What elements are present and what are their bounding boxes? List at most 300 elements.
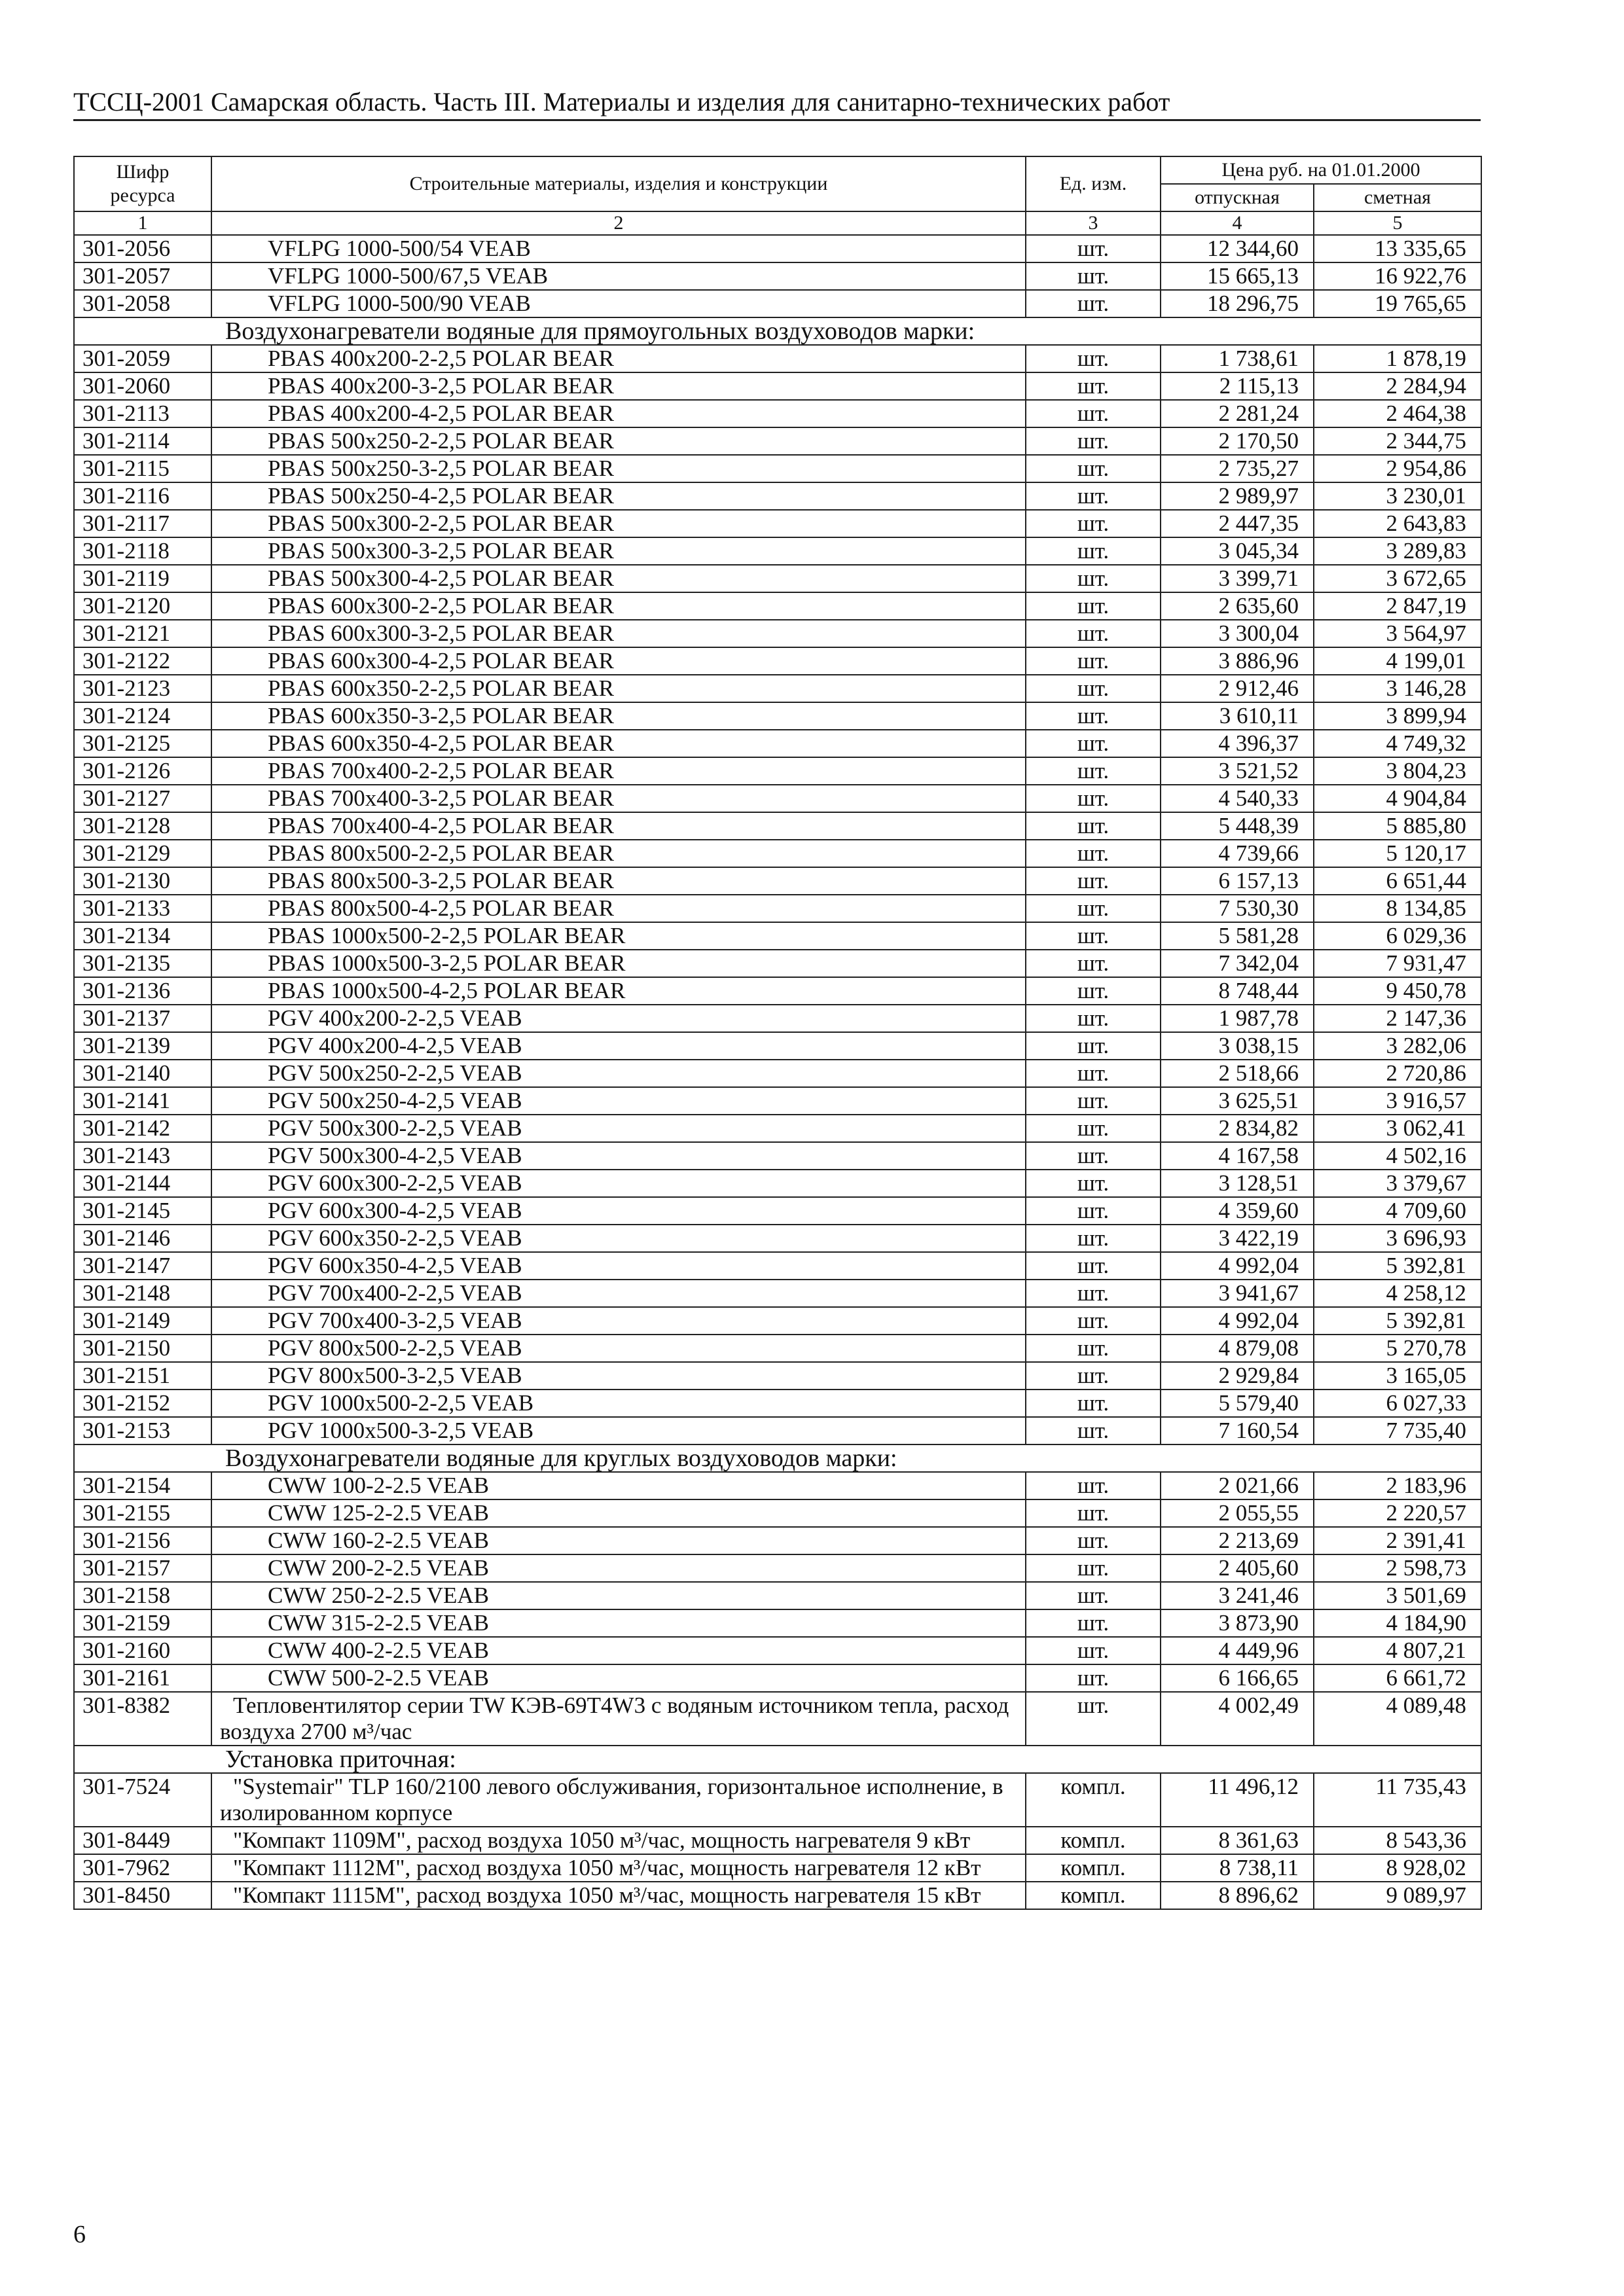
release-price-cell: 4 540,33 (1161, 785, 1314, 812)
resource-code-cell: 301-7962 (74, 1854, 211, 1882)
unit-cell: шт. (1026, 1060, 1161, 1087)
estimate-price-cell: 6 651,44 (1314, 867, 1481, 895)
unit-cell: шт. (1026, 1692, 1161, 1746)
release-price-cell: 6 157,13 (1161, 867, 1314, 895)
resource-code-cell: 301-2147 (74, 1252, 211, 1280)
unit-cell: шт. (1026, 290, 1161, 317)
estimate-price-cell: 2 464,38 (1314, 400, 1481, 427)
column-number: 1 (74, 211, 211, 235)
release-price-cell: 2 518,66 (1161, 1060, 1314, 1087)
unit-cell: компл. (1026, 1773, 1161, 1827)
release-price-cell: 3 625,51 (1161, 1087, 1314, 1115)
release-price-cell: 3 241,46 (1161, 1582, 1314, 1609)
header-estimate: сметная (1314, 184, 1481, 211)
resource-code-cell: 301-2121 (74, 620, 211, 647)
release-price-cell: 5 579,40 (1161, 1390, 1314, 1417)
unit-cell: шт. (1026, 1609, 1161, 1637)
section-heading: Воздухонагреватели водяные для круглых воздуховодов марки: (74, 1444, 1481, 1472)
release-price-cell: 3 941,67 (1161, 1280, 1314, 1307)
resource-code-cell: 301-2140 (74, 1060, 211, 1087)
estimate-price-cell: 6 661,72 (1314, 1664, 1481, 1692)
table-row (74, 1417, 1481, 1444)
resource-code-cell: 301-2159 (74, 1609, 211, 1637)
unit-cell: шт. (1026, 1472, 1161, 1499)
release-price-cell: 2 021,66 (1161, 1472, 1314, 1499)
material-name-cell: PBAS 1000x500-3-2,5 POLAR BEAR (211, 950, 1026, 977)
release-price-cell: 4 396,37 (1161, 730, 1314, 757)
table-row (74, 730, 1481, 757)
material-name-cell: VFLPG 1000-500/90 VEAB (211, 290, 1026, 317)
unit-cell: шт. (1026, 1664, 1161, 1692)
estimate-price-cell: 3 899,94 (1314, 702, 1481, 730)
table-row (74, 455, 1481, 482)
resource-code-cell: 301-2059 (74, 345, 211, 372)
material-name-cell: PBAS 800x500-2-2,5 POLAR BEAR (211, 840, 1026, 867)
unit-cell: компл. (1026, 1882, 1161, 1909)
table-row (74, 785, 1481, 812)
release-price-cell: 4 002,49 (1161, 1692, 1314, 1746)
unit-cell: шт. (1026, 1582, 1161, 1609)
estimate-price-cell: 4 199,01 (1314, 647, 1481, 675)
release-price-cell: 8 748,44 (1161, 977, 1314, 1005)
table-row (74, 1609, 1481, 1637)
estimate-price-cell: 2 220,57 (1314, 1499, 1481, 1527)
table-row (74, 1773, 1481, 1827)
estimate-price-cell: 4 749,32 (1314, 730, 1481, 757)
material-name-cell: CWW 400-2-2.5 VEAB (211, 1637, 1026, 1664)
resource-code-cell: 301-2161 (74, 1664, 211, 1692)
column-number: 5 (1314, 211, 1481, 235)
resource-code-cell: 301-2141 (74, 1087, 211, 1115)
estimate-price-cell: 2 598,73 (1314, 1554, 1481, 1582)
material-name-cell: CWW 500-2-2.5 VEAB (211, 1664, 1026, 1692)
estimate-price-cell: 9 450,78 (1314, 977, 1481, 1005)
material-name-cell: PBAS 600x300-2-2,5 POLAR BEAR (211, 592, 1026, 620)
release-price-cell: 3 422,19 (1161, 1225, 1314, 1252)
table-row (74, 1335, 1481, 1362)
estimate-price-cell: 4 709,60 (1314, 1197, 1481, 1225)
unit-cell: шт. (1026, 867, 1161, 895)
unit-cell: шт. (1026, 950, 1161, 977)
table-row (74, 1197, 1481, 1225)
table-row (74, 1060, 1481, 1087)
release-price-cell: 5 581,28 (1161, 922, 1314, 950)
table-row (74, 290, 1481, 317)
table-row (74, 1499, 1481, 1527)
resource-code-cell: 301-2135 (74, 950, 211, 977)
resource-code-cell: 301-2128 (74, 812, 211, 840)
release-price-cell: 2 447,35 (1161, 510, 1314, 537)
table-row (74, 1142, 1481, 1170)
table-row (74, 235, 1481, 262)
release-price-cell: 2 635,60 (1161, 592, 1314, 620)
material-name-cell: PGV 800x500-3-2,5 VEAB (211, 1362, 1026, 1390)
material-name-cell: PGV 700x400-3-2,5 VEAB (211, 1307, 1026, 1335)
table-row (74, 1362, 1481, 1390)
resource-code-cell: 301-2144 (74, 1170, 211, 1197)
release-price-cell: 2 735,27 (1161, 455, 1314, 482)
estimate-price-cell: 5 392,81 (1314, 1307, 1481, 1335)
table-row (74, 922, 1481, 950)
material-name-cell: PBAS 400x200-4-2,5 POLAR BEAR (211, 400, 1026, 427)
resource-code-cell: 301-2142 (74, 1115, 211, 1142)
resource-code-cell: 301-2113 (74, 400, 211, 427)
unit-cell: шт. (1026, 1005, 1161, 1032)
table-row (74, 1472, 1481, 1499)
release-price-cell: 2 170,50 (1161, 427, 1314, 455)
release-price-cell: 7 342,04 (1161, 950, 1314, 977)
release-price-cell: 15 665,13 (1161, 262, 1314, 290)
unit-cell: шт. (1026, 1417, 1161, 1444)
resource-code-cell: 301-2119 (74, 565, 211, 592)
release-price-cell: 1 987,78 (1161, 1005, 1314, 1032)
resource-code-cell: 301-2158 (74, 1582, 211, 1609)
table-row (74, 1527, 1481, 1554)
release-price-cell: 4 879,08 (1161, 1335, 1314, 1362)
table-row (74, 372, 1481, 400)
release-price-cell: 8 738,11 (1161, 1854, 1314, 1882)
table-row (74, 400, 1481, 427)
material-name-cell: PBAS 600x350-3-2,5 POLAR BEAR (211, 702, 1026, 730)
material-name-cell: PBAS 500x300-3-2,5 POLAR BEAR (211, 537, 1026, 565)
table-row (74, 1554, 1481, 1582)
resource-code-cell: 301-2150 (74, 1335, 211, 1362)
resource-code-cell: 301-2146 (74, 1225, 211, 1252)
unit-cell: шт. (1026, 592, 1161, 620)
release-price-cell: 12 344,60 (1161, 235, 1314, 262)
table-row (74, 482, 1481, 510)
table-row (74, 1280, 1481, 1307)
table-row (74, 427, 1481, 455)
estimate-price-cell: 4 904,84 (1314, 785, 1481, 812)
resource-code-cell: 301-2156 (74, 1527, 211, 1554)
release-price-cell: 3 610,11 (1161, 702, 1314, 730)
unit-cell: шт. (1026, 510, 1161, 537)
material-name-cell: CWW 250-2-2.5 VEAB (211, 1582, 1026, 1609)
material-name-cell: PGV 400x200-4-2,5 VEAB (211, 1032, 1026, 1060)
material-name-cell: CWW 315-2-2.5 VEAB (211, 1609, 1026, 1637)
unit-cell: шт. (1026, 482, 1161, 510)
estimate-price-cell: 3 165,05 (1314, 1362, 1481, 1390)
unit-cell: шт. (1026, 1335, 1161, 1362)
section-row (74, 1444, 1481, 1472)
material-name-cell: PBAS 800x500-4-2,5 POLAR BEAR (211, 895, 1026, 922)
estimate-price-cell: 2 954,86 (1314, 455, 1481, 482)
material-name-cell: PGV 800x500-2-2,5 VEAB (211, 1335, 1026, 1362)
unit-cell: шт. (1026, 1197, 1161, 1225)
page-number: 6 (73, 2221, 86, 2248)
estimate-price-cell: 6 027,33 (1314, 1390, 1481, 1417)
material-name-cell: PGV 500x300-4-2,5 VEAB (211, 1142, 1026, 1170)
material-name-cell: PGV 500x300-2-2,5 VEAB (211, 1115, 1026, 1142)
resource-code-cell: 301-2143 (74, 1142, 211, 1170)
estimate-price-cell: 9 089,97 (1314, 1882, 1481, 1909)
resource-code-cell: 301-2120 (74, 592, 211, 620)
estimate-price-cell: 5 885,80 (1314, 812, 1481, 840)
estimate-price-cell: 2 391,41 (1314, 1527, 1481, 1554)
material-name-cell: "Компакт 1109М", расход воздуха 1050 м³/час, мощность нагревателя 9 кВт (211, 1827, 1026, 1854)
estimate-price-cell: 2 183,96 (1314, 1472, 1481, 1499)
table-row (74, 840, 1481, 867)
resource-code-cell: 301-2155 (74, 1499, 211, 1527)
estimate-price-cell: 3 564,97 (1314, 620, 1481, 647)
estimate-price-cell: 3 696,93 (1314, 1225, 1481, 1252)
material-name-cell: PGV 400x200-2-2,5 VEAB (211, 1005, 1026, 1032)
unit-cell: шт. (1026, 1087, 1161, 1115)
title-divider (73, 119, 1481, 121)
estimate-price-cell: 19 765,65 (1314, 290, 1481, 317)
material-name-cell: PBAS 700x400-4-2,5 POLAR BEAR (211, 812, 1026, 840)
material-name-cell: PBAS 500x250-4-2,5 POLAR BEAR (211, 482, 1026, 510)
estimate-price-cell: 13 335,65 (1314, 235, 1481, 262)
unit-cell: шт. (1026, 262, 1161, 290)
unit-cell: шт. (1026, 730, 1161, 757)
table-row (74, 757, 1481, 785)
unit-cell: шт. (1026, 455, 1161, 482)
material-name-cell: PGV 1000x500-3-2,5 VEAB (211, 1417, 1026, 1444)
estimate-price-cell: 2 720,86 (1314, 1060, 1481, 1087)
table-row (74, 977, 1481, 1005)
material-name-cell: PBAS 400x200-2-2,5 POLAR BEAR (211, 345, 1026, 372)
table-row (74, 812, 1481, 840)
column-number: 2 (211, 211, 1026, 235)
table-row (74, 1225, 1481, 1252)
resource-code-cell: 301-2057 (74, 262, 211, 290)
resource-code-cell: 301-2114 (74, 427, 211, 455)
unit-cell: шт. (1026, 1170, 1161, 1197)
resource-code-cell: 301-2151 (74, 1362, 211, 1390)
estimate-price-cell: 5 120,17 (1314, 840, 1481, 867)
unit-cell: шт. (1026, 345, 1161, 372)
material-name-cell: PBAS 800x500-3-2,5 POLAR BEAR (211, 867, 1026, 895)
table-row (74, 510, 1481, 537)
estimate-price-cell: 7 931,47 (1314, 950, 1481, 977)
table-row (74, 262, 1481, 290)
material-name-cell: PBAS 500x250-2-2,5 POLAR BEAR (211, 427, 1026, 455)
release-price-cell: 2 213,69 (1161, 1527, 1314, 1554)
release-price-cell: 3 038,15 (1161, 1032, 1314, 1060)
resource-code-cell: 301-2130 (74, 867, 211, 895)
release-price-cell: 2 929,84 (1161, 1362, 1314, 1390)
unit-cell: шт. (1026, 977, 1161, 1005)
material-name-cell: PGV 600x350-2-2,5 VEAB (211, 1225, 1026, 1252)
unit-cell: шт. (1026, 1115, 1161, 1142)
resource-code-cell: 301-2118 (74, 537, 211, 565)
release-price-cell: 7 530,30 (1161, 895, 1314, 922)
release-price-cell: 4 992,04 (1161, 1307, 1314, 1335)
unit-cell: шт. (1026, 1527, 1161, 1554)
table-row (74, 1854, 1481, 1882)
table-row (74, 1115, 1481, 1142)
resource-code-cell: 301-2056 (74, 235, 211, 262)
estimate-price-cell: 8 543,36 (1314, 1827, 1481, 1854)
material-name-cell: PGV 500x250-2-2,5 VEAB (211, 1060, 1026, 1087)
release-price-cell: 11 496,12 (1161, 1773, 1314, 1827)
estimate-price-cell: 3 379,67 (1314, 1170, 1481, 1197)
unit-cell: шт. (1026, 565, 1161, 592)
resource-code-cell: 301-2149 (74, 1307, 211, 1335)
resource-code-cell: 301-2139 (74, 1032, 211, 1060)
material-name-cell: PBAS 700x400-2-2,5 POLAR BEAR (211, 757, 1026, 785)
estimate-price-cell: 2 147,36 (1314, 1005, 1481, 1032)
estimate-price-cell: 3 672,65 (1314, 565, 1481, 592)
table-row (74, 647, 1481, 675)
table-row (74, 1005, 1481, 1032)
estimate-price-cell: 3 282,06 (1314, 1032, 1481, 1060)
unit-cell: шт. (1026, 427, 1161, 455)
resource-code-cell: 301-2060 (74, 372, 211, 400)
material-name-cell: PBAS 500x300-2-2,5 POLAR BEAR (211, 510, 1026, 537)
estimate-price-cell: 8 134,85 (1314, 895, 1481, 922)
header-unit: Ед. изм. (1026, 156, 1161, 211)
resource-code-cell: 301-2154 (74, 1472, 211, 1499)
table-row (74, 950, 1481, 977)
material-name-cell: PGV 600x300-4-2,5 VEAB (211, 1197, 1026, 1225)
material-name-cell: PGV 500x250-4-2,5 VEAB (211, 1087, 1026, 1115)
resource-code-cell: 301-2123 (74, 675, 211, 702)
release-price-cell: 6 166,65 (1161, 1664, 1314, 1692)
table-row (74, 620, 1481, 647)
page-title: ТССЦ-2001 Самарская область. Часть III. Материалы и изделия для санитарно-технических работ (73, 87, 1170, 117)
unit-cell: шт. (1026, 537, 1161, 565)
resource-code-cell: 301-2058 (74, 290, 211, 317)
resource-code-cell: 301-2124 (74, 702, 211, 730)
resource-code-cell: 301-8450 (74, 1882, 211, 1909)
estimate-price-cell: 8 928,02 (1314, 1854, 1481, 1882)
release-price-cell: 2 281,24 (1161, 400, 1314, 427)
release-price-cell: 3 521,52 (1161, 757, 1314, 785)
material-name-cell: CWW 200-2-2.5 VEAB (211, 1554, 1026, 1582)
material-name-cell: CWW 160-2-2.5 VEAB (211, 1527, 1026, 1554)
estimate-price-cell: 3 230,01 (1314, 482, 1481, 510)
material-name-cell: "Компакт 1115М", расход воздуха 1050 м³/час, мощность нагревателя 15 кВт (211, 1882, 1026, 1909)
unit-cell: шт. (1026, 812, 1161, 840)
material-name-cell: Тепловентилятор серии TW КЭВ-69Т4W3 с водяным источником тепла, расход воздуха 2700 м³/час (211, 1692, 1026, 1746)
estimate-price-cell: 2 344,75 (1314, 427, 1481, 455)
table-row (74, 895, 1481, 922)
unit-cell: шт. (1026, 1362, 1161, 1390)
estimate-price-cell: 5 392,81 (1314, 1252, 1481, 1280)
material-name-cell: PBAS 600x300-4-2,5 POLAR BEAR (211, 647, 1026, 675)
unit-cell: шт. (1026, 235, 1161, 262)
section-heading: Установка приточная: (74, 1746, 1481, 1773)
unit-cell: шт. (1026, 1032, 1161, 1060)
table-row (74, 592, 1481, 620)
release-price-cell: 3 300,04 (1161, 620, 1314, 647)
estimate-price-cell: 16 922,76 (1314, 262, 1481, 290)
material-name-cell: CWW 125-2-2.5 VEAB (211, 1499, 1026, 1527)
resource-code-cell: 301-2122 (74, 647, 211, 675)
release-price-cell: 18 296,75 (1161, 290, 1314, 317)
unit-cell: шт. (1026, 1554, 1161, 1582)
resource-code-cell: 301-2126 (74, 757, 211, 785)
column-number: 4 (1161, 211, 1314, 235)
material-name-cell: "Systemair" TLP 160/2100 левого обслуживания, горизонтальное исполнение, в изолированном корпусе (211, 1773, 1026, 1827)
estimate-price-cell: 4 807,21 (1314, 1637, 1481, 1664)
estimate-price-cell: 3 501,69 (1314, 1582, 1481, 1609)
unit-cell: шт. (1026, 1390, 1161, 1417)
release-price-cell: 8 361,63 (1161, 1827, 1314, 1854)
release-price-cell: 3 873,90 (1161, 1609, 1314, 1637)
unit-cell: шт. (1026, 840, 1161, 867)
table-row (74, 1692, 1481, 1746)
release-price-cell: 2 055,55 (1161, 1499, 1314, 1527)
header-price-group: Цена руб. на 01.01.2000 (1161, 156, 1481, 184)
material-name-cell: "Компакт 1112М", расход воздуха 1050 м³/час, мощность нагревателя 12 кВт (211, 1854, 1026, 1882)
release-price-cell: 2 405,60 (1161, 1554, 1314, 1582)
resource-code-cell: 301-7524 (74, 1773, 211, 1827)
unit-cell: компл. (1026, 1827, 1161, 1854)
material-name-cell: PBAS 1000x500-4-2,5 POLAR BEAR (211, 977, 1026, 1005)
estimate-price-cell: 3 804,23 (1314, 757, 1481, 785)
resource-code-cell: 301-2148 (74, 1280, 211, 1307)
estimate-price-cell: 5 270,78 (1314, 1335, 1481, 1362)
release-price-cell: 2 115,13 (1161, 372, 1314, 400)
material-name-cell: PGV 1000x500-2-2,5 VEAB (211, 1390, 1026, 1417)
unit-cell: шт. (1026, 1225, 1161, 1252)
unit-cell: шт. (1026, 1280, 1161, 1307)
unit-cell: шт. (1026, 785, 1161, 812)
unit-cell: шт. (1026, 647, 1161, 675)
table-row (74, 867, 1481, 895)
table-body (74, 235, 1481, 1909)
release-price-cell: 2 834,82 (1161, 1115, 1314, 1142)
estimate-price-cell: 7 735,40 (1314, 1417, 1481, 1444)
material-name-cell: PBAS 500x300-4-2,5 POLAR BEAR (211, 565, 1026, 592)
estimate-price-cell: 3 146,28 (1314, 675, 1481, 702)
release-price-cell: 4 449,96 (1161, 1637, 1314, 1664)
estimate-price-cell: 3 062,41 (1314, 1115, 1481, 1142)
table-row (74, 565, 1481, 592)
estimate-price-cell: 4 089,48 (1314, 1692, 1481, 1746)
unit-cell: шт. (1026, 895, 1161, 922)
material-name-cell: PBAS 500x250-3-2,5 POLAR BEAR (211, 455, 1026, 482)
table-row (74, 1170, 1481, 1197)
material-name-cell: PBAS 700x400-3-2,5 POLAR BEAR (211, 785, 1026, 812)
resource-code-cell: 301-2117 (74, 510, 211, 537)
resource-code-cell: 301-8449 (74, 1827, 211, 1854)
table-row (74, 1087, 1481, 1115)
estimate-price-cell: 4 258,12 (1314, 1280, 1481, 1307)
estimate-price-cell: 3 289,83 (1314, 537, 1481, 565)
material-name-cell: VFLPG 1000-500/67,5 VEAB (211, 262, 1026, 290)
release-price-cell: 1 738,61 (1161, 345, 1314, 372)
unit-cell: шт. (1026, 1252, 1161, 1280)
price-table (73, 156, 1482, 1910)
table-row (74, 537, 1481, 565)
estimate-price-cell: 4 502,16 (1314, 1142, 1481, 1170)
resource-code-cell: 301-2116 (74, 482, 211, 510)
table-row (74, 1390, 1481, 1417)
unit-cell: шт. (1026, 702, 1161, 730)
resource-code-cell: 301-2145 (74, 1197, 211, 1225)
table-row (74, 1032, 1481, 1060)
material-name-cell: PGV 700x400-2-2,5 VEAB (211, 1280, 1026, 1307)
release-price-cell: 8 896,62 (1161, 1882, 1314, 1909)
estimate-price-cell: 11 735,43 (1314, 1773, 1481, 1827)
resource-code-cell: 301-2133 (74, 895, 211, 922)
resource-code-cell: 301-2134 (74, 922, 211, 950)
section-heading: Воздухонагреватели водяные для прямоугольных воздуховодов марки: (74, 317, 1481, 345)
resource-code-cell: 301-2129 (74, 840, 211, 867)
estimate-price-cell: 1 878,19 (1314, 345, 1481, 372)
table-row (74, 1307, 1481, 1335)
resource-code-cell: 301-2127 (74, 785, 211, 812)
table-row (74, 675, 1481, 702)
unit-cell: шт. (1026, 372, 1161, 400)
table-row (74, 1252, 1481, 1280)
table-row (74, 702, 1481, 730)
